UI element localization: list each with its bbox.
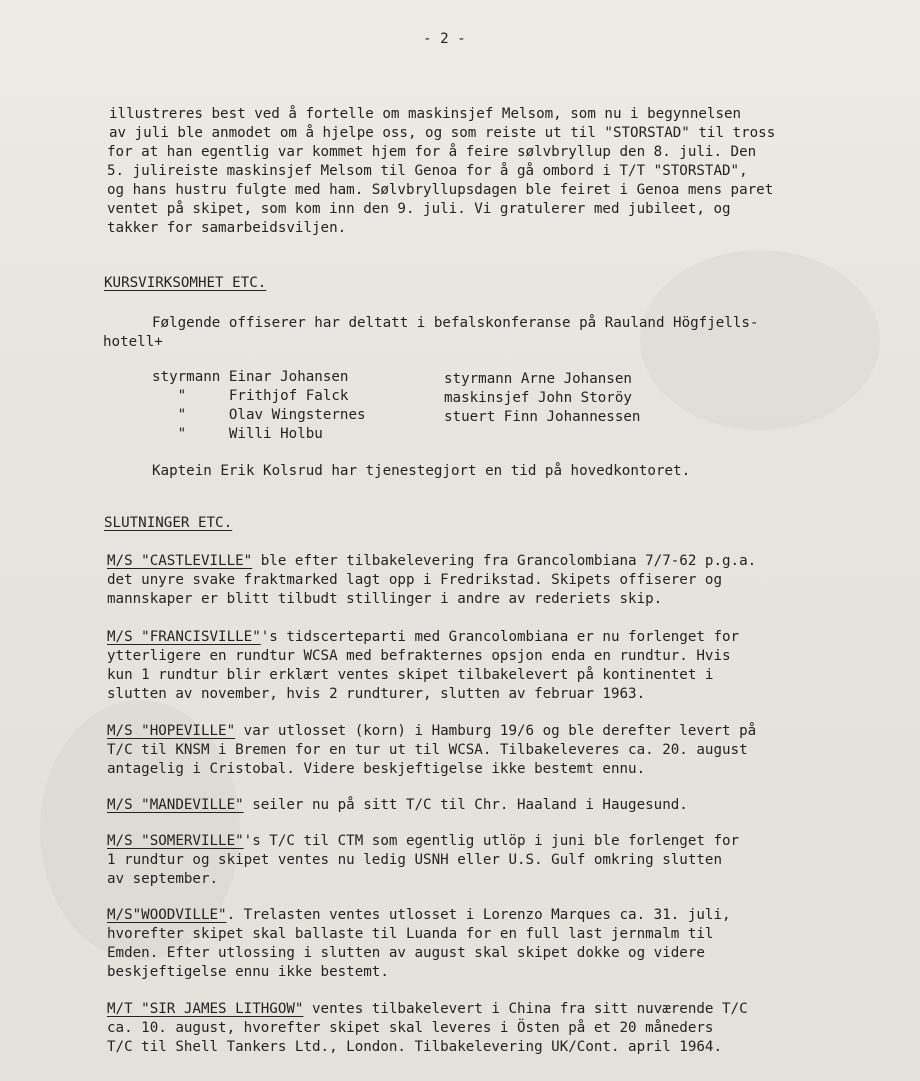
section-heading-closings: SLUTNINGER ETC. (104, 515, 233, 531)
text-line: 's T/C til CTM som egentlig utlöp i juni ble forlenget for (243, 833, 740, 849)
text-line: 1 rundtur og skipet ventes nu ledig USNH eller U.S. Gulf omkring slutten (107, 852, 722, 868)
page-number: - 2 - (423, 31, 466, 47)
text-line: av juli ble anmodet om å hjelpe oss, og som reiste ut til "STORSTAD" til tross (109, 125, 776, 141)
text-line: og hans hustru fulgte med ham. Sølvbryllupsdagen ble feiret i Genoa mens paret (107, 182, 774, 198)
officer-item: " Willi Holbu (152, 426, 323, 442)
text-line: Kaptein Erik Kolsrud har tjenestegjort en tid på hovedkontoret. (152, 463, 691, 479)
text-line: Emden. Efter utlossing i slutten av august skal skipet dokke og videre (107, 945, 705, 961)
text-line: ventet på skipet, som kom inn den 9. juli. Vi gratulerer med jubileet, og (107, 201, 731, 217)
text-line: hvorefter skipet skal ballaste til Luanda for en full last jernmalm til (107, 926, 714, 942)
text-line: ca. 10. august, hvorefter skipet skal leveres i Östen på et 20 måneders (107, 1020, 714, 1036)
text-line: ventes tilbakelevert i China fra sitt nuværende T/C (303, 1001, 748, 1017)
officer-item: stuert Finn Johannessen (444, 409, 641, 425)
text-line: 5. julireiste maskinsjef Melsom til Genoa for å gå ombord i T/T "STORSTAD", (107, 163, 748, 179)
text-line: mannskaper er blitt tilbudt stillinger i andre av rederiets skip. (107, 591, 663, 607)
text-line: av september. (107, 871, 219, 887)
ship-name: M/S "MANDEVILLE" (107, 797, 244, 813)
officer-item: " Frithjof Falck (152, 388, 349, 404)
text-line: 's tidscerteparti med Grancolombiana er nu forlenget for (260, 629, 740, 645)
text-line: takker for samarbeidsviljen. (107, 220, 347, 236)
text-line: kun 1 rundtur blir erklært ventes skipet tilbakelevert på kontinentet i (107, 667, 714, 683)
text-line: . Trelasten ventes utlosset i Lorenzo Marques ca. 31. juli, (226, 907, 731, 923)
ship-name: M/S "FRANCISVILLE" (107, 629, 261, 645)
text-line: for at han egentlig var kommet hjem for å feire sølvbryllup den 8. juli. Den (107, 144, 757, 160)
text-line: seiler nu på sitt T/C til Chr. Haaland i Haugesund. (243, 797, 688, 813)
text-line: var utlosset (korn) i Hamburg 19/6 og ble derefter levert på (235, 723, 757, 739)
ship-name: M/T "SIR JAMES LITHGOW" (107, 1001, 304, 1017)
text-line: ytterligere en rundtur WCSA med befrakternes opsjon enda en rundtur. Hvis (107, 648, 731, 664)
text-line: slutten av november, hvis 2 rundturer, slutten av februar 1963. (107, 686, 646, 702)
ship-name: M/S "SOMERVILLE" (107, 833, 244, 849)
paper-stain (640, 250, 880, 430)
text-line: ble efter tilbakelevering fra Grancolombiana 7/7-62 p.g.a. (252, 553, 757, 569)
officer-item: styrmann Einar Johansen (152, 369, 349, 385)
text-line: T/C til Shell Tankers Ltd., London. Tilbakelevering UK/Cont. april 1964. (107, 1039, 722, 1055)
text-line: hotell+ (103, 334, 163, 350)
text-line: antagelig i Cristobal. Videre beskjeftigelse ikke bestemt ennu. (107, 761, 646, 777)
officer-item: " Olav Wingsternes (152, 407, 366, 423)
text-line: T/C til KNSM i Bremen for en tur ut til WCSA. Tilbakeleveres ca. 20. august (107, 742, 748, 758)
text-line: illustreres best ved å fortelle om maskinsjef Melsom, som nu i begynnelsen (109, 106, 742, 122)
ship-name: M/S "CASTLEVILLE" (107, 553, 253, 569)
text-line: Følgende offiserer har deltatt i befalskonferanse på Rauland Högfjells- (152, 315, 759, 331)
text-line: beskjeftigelse ennu ikke bestemt. (107, 964, 389, 980)
text-line: det unyre svake fraktmarked lagt opp i Fredrikstad. Skipets offiserer og (107, 572, 722, 588)
officer-item: maskinsjef John Storöy (444, 390, 632, 406)
ship-name: M/S "HOPEVILLE" (107, 723, 236, 739)
ship-name: M/S"WOODVILLE" (107, 907, 227, 923)
officer-item: styrmann Arne Johansen (444, 371, 632, 387)
section-heading-courses: KURSVIRKSOMHET ETC. (104, 275, 267, 291)
